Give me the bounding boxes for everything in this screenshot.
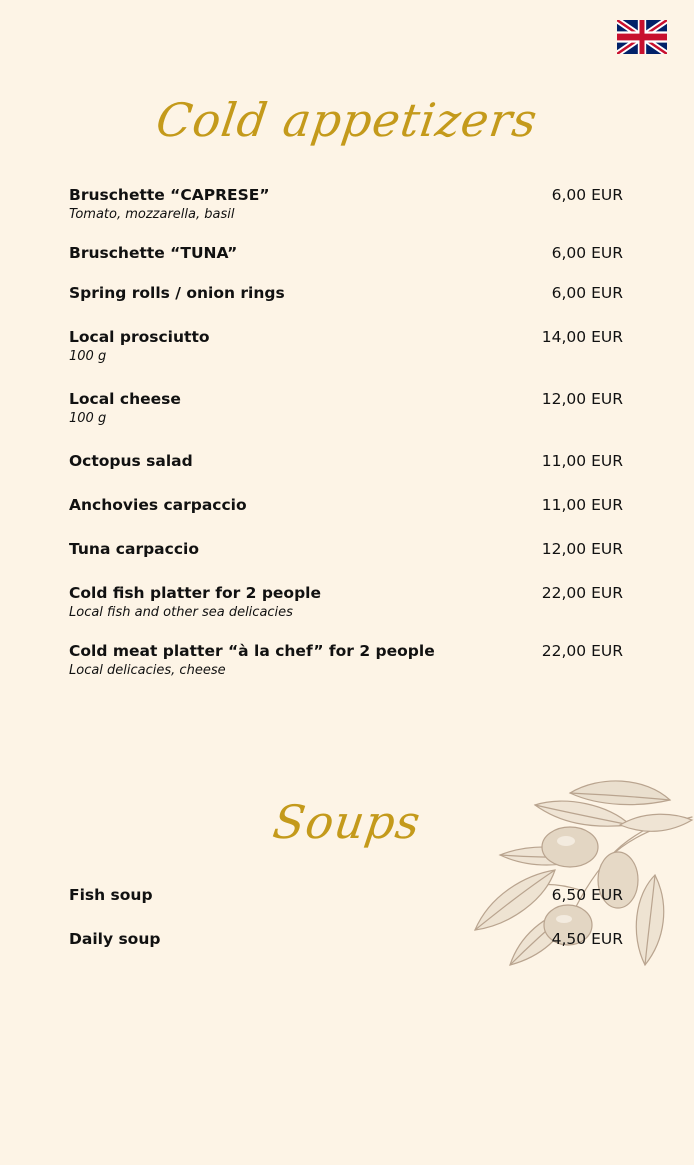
- item-name: Daily soup: [69, 930, 161, 948]
- item-price: 12,00 EUR: [541, 540, 623, 558]
- menu-item: [69, 930, 623, 948]
- menu-item: [69, 390, 623, 427]
- menu-item: [69, 886, 623, 904]
- item-name: Cold fish platter for 2 people: [69, 584, 322, 602]
- menu-item: [69, 452, 623, 470]
- item-price: 4,50 EUR: [551, 930, 623, 948]
- item-description: Local fish and other sea delicacies: [69, 605, 293, 620]
- section-title-cold-appetizers: Cold appetizers: [152, 93, 542, 147]
- item-price: 11,00 EUR: [541, 452, 623, 470]
- item-name: Spring rolls / onion rings: [69, 284, 285, 302]
- menu-item: [69, 284, 623, 302]
- item-price: 14,00 EUR: [541, 328, 623, 346]
- item-description: Tomato, mozzarella, basil: [69, 207, 235, 222]
- section-title-soups: Soups: [269, 795, 425, 849]
- item-price: 22,00 EUR: [541, 584, 623, 602]
- item-price: 6,00 EUR: [551, 186, 623, 204]
- menu-item: [69, 186, 623, 223]
- item-name: Local prosciutto: [69, 328, 210, 346]
- item-price: 6,00 EUR: [551, 244, 623, 262]
- item-price: 11,00 EUR: [541, 496, 623, 514]
- item-name: Tuna carpaccio: [69, 540, 199, 558]
- item-price: 22,00 EUR: [541, 642, 623, 660]
- item-name: Fish soup: [69, 886, 153, 904]
- item-name: Bruschette “TUNA”: [69, 244, 238, 262]
- uk-flag-icon[interactable]: [617, 20, 667, 54]
- menu-item: [69, 540, 623, 558]
- item-price: 6,00 EUR: [551, 284, 623, 302]
- menu-item: [69, 244, 623, 262]
- item-name: Bruschette “CAPRESE”: [69, 186, 270, 204]
- menu-item: [69, 496, 623, 514]
- item-price: 12,00 EUR: [541, 390, 623, 408]
- item-description: 100 g: [69, 411, 107, 426]
- menu-item: [69, 584, 623, 621]
- item-description: Local delicacies, cheese: [69, 663, 226, 678]
- item-name: Octopus salad: [69, 452, 193, 470]
- item-price: 6,50 EUR: [551, 886, 623, 904]
- menu-item: [69, 642, 623, 679]
- menu-item: [69, 328, 623, 365]
- item-name: Local cheese: [69, 390, 181, 408]
- item-description: 100 g: [69, 349, 107, 364]
- item-name: Cold meat platter “à la chef” for 2 people: [69, 642, 435, 660]
- item-name: Anchovies carpaccio: [69, 496, 247, 514]
